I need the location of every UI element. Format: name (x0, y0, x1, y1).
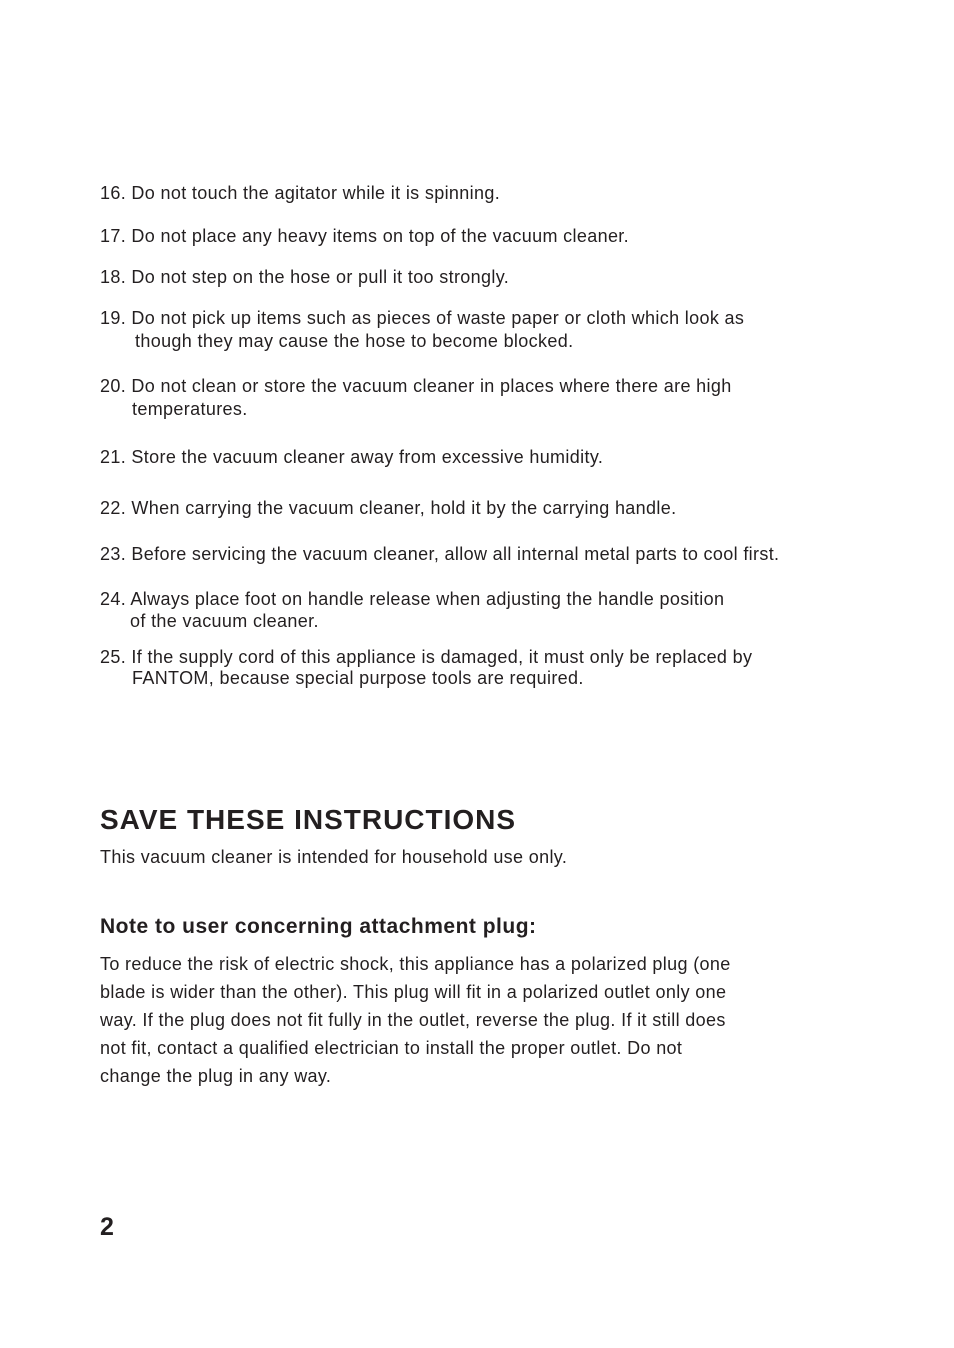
item-line: 23. Before servicing the vacuum cleaner, allow all internal metal parts to cool first. (100, 544, 780, 564)
instruction-item-19 (100, 307, 744, 353)
intro-text: This vacuum cleaner is intended for household use only. (100, 847, 568, 867)
item-line: 21. Store the vacuum cleaner away from excessive humidity. (100, 447, 604, 467)
note-line: blade is wider than the other). This plug will fit in a polarized outlet only one (100, 982, 727, 1002)
instruction-item-20 (100, 375, 732, 422)
item-line: 19. Do not pick up items such as pieces of waste paper or cloth which look as (100, 308, 745, 328)
note-line: To reduce the risk of electric shock, this appliance has a polarized plug (one (100, 954, 731, 974)
item-line-continuation: though they may cause the hose to become blocked. (135, 331, 574, 351)
note-title: Note to user concerning attachment plug: (100, 915, 537, 938)
item-line: 20. Do not clean or store the vacuum cleaner in places where there are high (100, 376, 732, 396)
instruction-item-25 (100, 646, 752, 689)
section-heading: SAVE THESE INSTRUCTIONS (100, 804, 517, 835)
item-line-continuation: of the vacuum cleaner. (130, 611, 319, 631)
instruction-item-23 (100, 543, 779, 565)
item-line: 18. Do not step on the hose or pull it too strongly. (100, 267, 510, 287)
note-line: not fit, contact a qualified electrician to install the proper outlet. Do not (100, 1038, 683, 1058)
item-line-continuation: FANTOM, because special purpose tools are required. (132, 668, 584, 688)
instruction-item-17 (100, 225, 629, 247)
instruction-item-22 (100, 497, 676, 519)
item-line-continuation: temperatures. (132, 399, 248, 419)
instruction-item-16 (100, 182, 500, 204)
instruction-item-21 (100, 446, 603, 468)
instruction-item-24 (100, 588, 724, 632)
item-line: 22. When carrying the vacuum cleaner, hold it by the carrying handle. (100, 498, 677, 518)
instruction-item-18 (100, 266, 509, 288)
item-line: 24. Always place foot on handle release when adjusting the handle position (100, 589, 725, 609)
note-paragraph (100, 950, 731, 1090)
note-line: change the plug in any way. (100, 1066, 332, 1086)
page-number: 2 (100, 1213, 114, 1241)
item-line: 17. Do not place any heavy items on top of the vacuum cleaner. (100, 226, 630, 246)
item-line: 16. Do not touch the agitator while it is spinning. (100, 183, 501, 203)
note-line: way. If the plug does not fit fully in the outlet, reverse the plug. If it still does (100, 1010, 726, 1030)
item-line: 25. If the supply cord of this appliance is damaged, it must only be replaced by (100, 647, 753, 667)
